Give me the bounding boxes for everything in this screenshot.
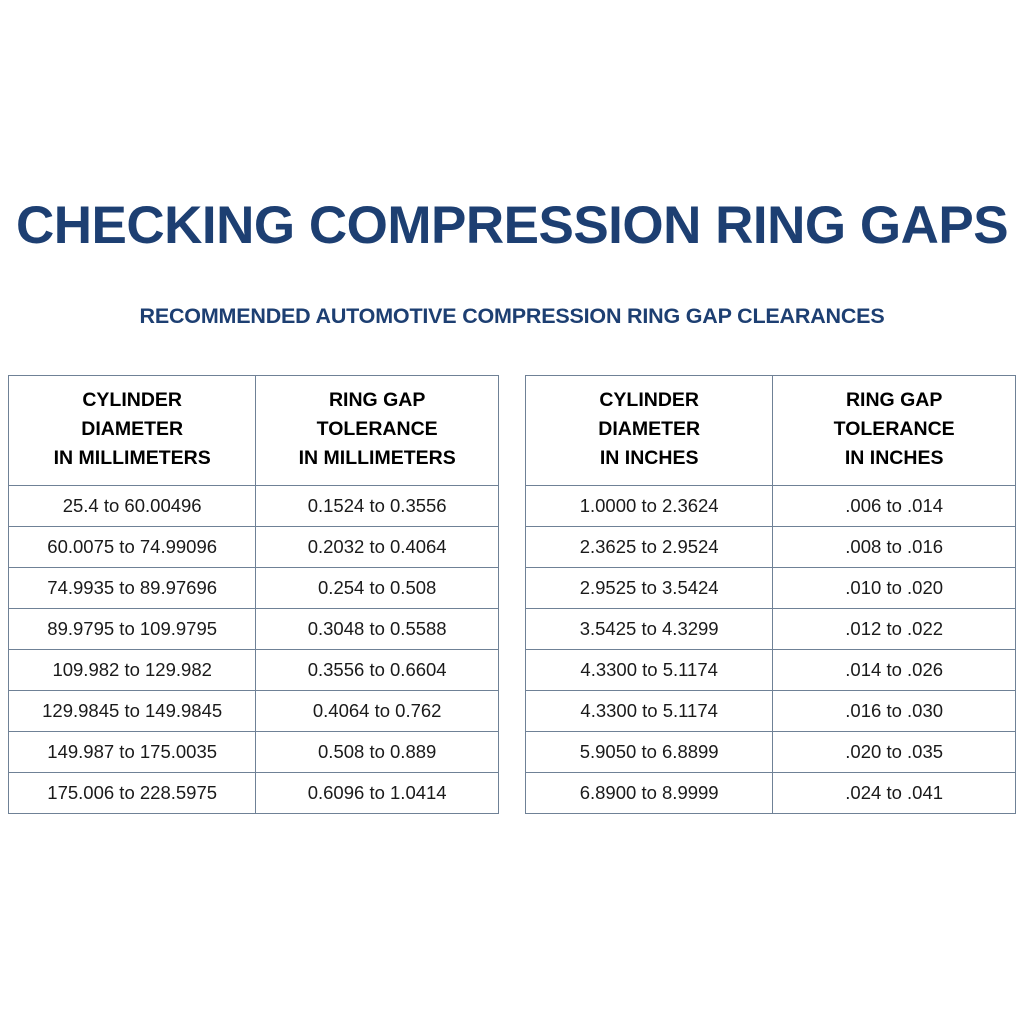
imperial-table-body: [526, 485, 1016, 813]
cell-diameter: 74.9935 to 89.97696: [9, 567, 256, 608]
column-header-ring-gap-tolerance-in: RING GAP TOLERANCE IN INCHES: [773, 376, 1016, 486]
column-header-ring-gap-tolerance-mm: RING GAP TOLERANCE IN MILLIMETERS: [256, 376, 499, 486]
cell-tolerance: 0.3556 to 0.6604: [256, 649, 499, 690]
cell-diameter: 60.0075 to 74.99096: [9, 526, 256, 567]
cell-tolerance: 0.3048 to 0.5588: [256, 608, 499, 649]
cell-diameter: 89.9795 to 109.9795: [9, 608, 256, 649]
metric-table-head: [9, 376, 499, 486]
table-row: [9, 526, 499, 567]
table-row: [526, 567, 1016, 608]
table-row: [9, 567, 499, 608]
cell-tolerance: .014 to .026: [773, 649, 1016, 690]
cell-tolerance: 0.508 to 0.889: [256, 731, 499, 772]
table-row: [526, 526, 1016, 567]
cell-tolerance: .016 to .030: [773, 690, 1016, 731]
table-row: [526, 731, 1016, 772]
table-header-row: [526, 376, 1016, 486]
cell-diameter: 175.006 to 228.5975: [9, 772, 256, 813]
table-row: [9, 485, 499, 526]
table-row: [526, 485, 1016, 526]
imperial-table-head: [526, 376, 1016, 486]
cell-tolerance: .020 to .035: [773, 731, 1016, 772]
cell-tolerance: .010 to .020: [773, 567, 1016, 608]
table-row: [9, 731, 499, 772]
cell-diameter: 6.8900 to 8.9999: [526, 772, 773, 813]
cell-tolerance: 0.4064 to 0.762: [256, 690, 499, 731]
cell-diameter: 4.3300 to 5.1174: [526, 690, 773, 731]
cell-tolerance: .006 to .014: [773, 485, 1016, 526]
metric-table: [8, 375, 499, 814]
table-row: [526, 649, 1016, 690]
table-header-row: [9, 376, 499, 486]
cell-diameter: 25.4 to 60.00496: [9, 485, 256, 526]
table-row: [9, 608, 499, 649]
tables-container: [0, 375, 1024, 814]
cell-diameter: 3.5425 to 4.3299: [526, 608, 773, 649]
cell-tolerance: .008 to .016: [773, 526, 1016, 567]
table-row: [526, 772, 1016, 813]
cell-diameter: 109.982 to 129.982: [9, 649, 256, 690]
table-row: [9, 649, 499, 690]
column-header-cylinder-diameter-in: CYLINDER DIAMETER IN INCHES: [526, 376, 773, 486]
cell-diameter: 2.3625 to 2.9524: [526, 526, 773, 567]
cell-diameter: 129.9845 to 149.9845: [9, 690, 256, 731]
page-subtitle: RECOMMENDED AUTOMOTIVE COMPRESSION RING GAP CLEARANCES: [139, 304, 885, 328]
cell-diameter: 5.9050 to 6.8899: [526, 731, 773, 772]
table-row: [526, 608, 1016, 649]
cell-diameter: 1.0000 to 2.3624: [526, 485, 773, 526]
cell-diameter: 2.9525 to 3.5424: [526, 567, 773, 608]
cell-diameter: 149.987 to 175.0035: [9, 731, 256, 772]
page-title: CHECKING COMPRESSION RING GAPS: [15, 196, 1009, 255]
cell-diameter: 4.3300 to 5.1174: [526, 649, 773, 690]
table-row: [9, 772, 499, 813]
metric-table-body: [9, 485, 499, 813]
cell-tolerance: 0.254 to 0.508: [256, 567, 499, 608]
table-row: [9, 690, 499, 731]
cell-tolerance: .024 to .041: [773, 772, 1016, 813]
cell-tolerance: 0.2032 to 0.4064: [256, 526, 499, 567]
imperial-table: [525, 375, 1016, 814]
column-header-cylinder-diameter-mm: CYLINDER DIAMETER IN MILLIMETERS: [9, 376, 256, 486]
cell-tolerance: 0.6096 to 1.0414: [256, 772, 499, 813]
table-row: [526, 690, 1016, 731]
cell-tolerance: 0.1524 to 0.3556: [256, 485, 499, 526]
cell-tolerance: .012 to .022: [773, 608, 1016, 649]
